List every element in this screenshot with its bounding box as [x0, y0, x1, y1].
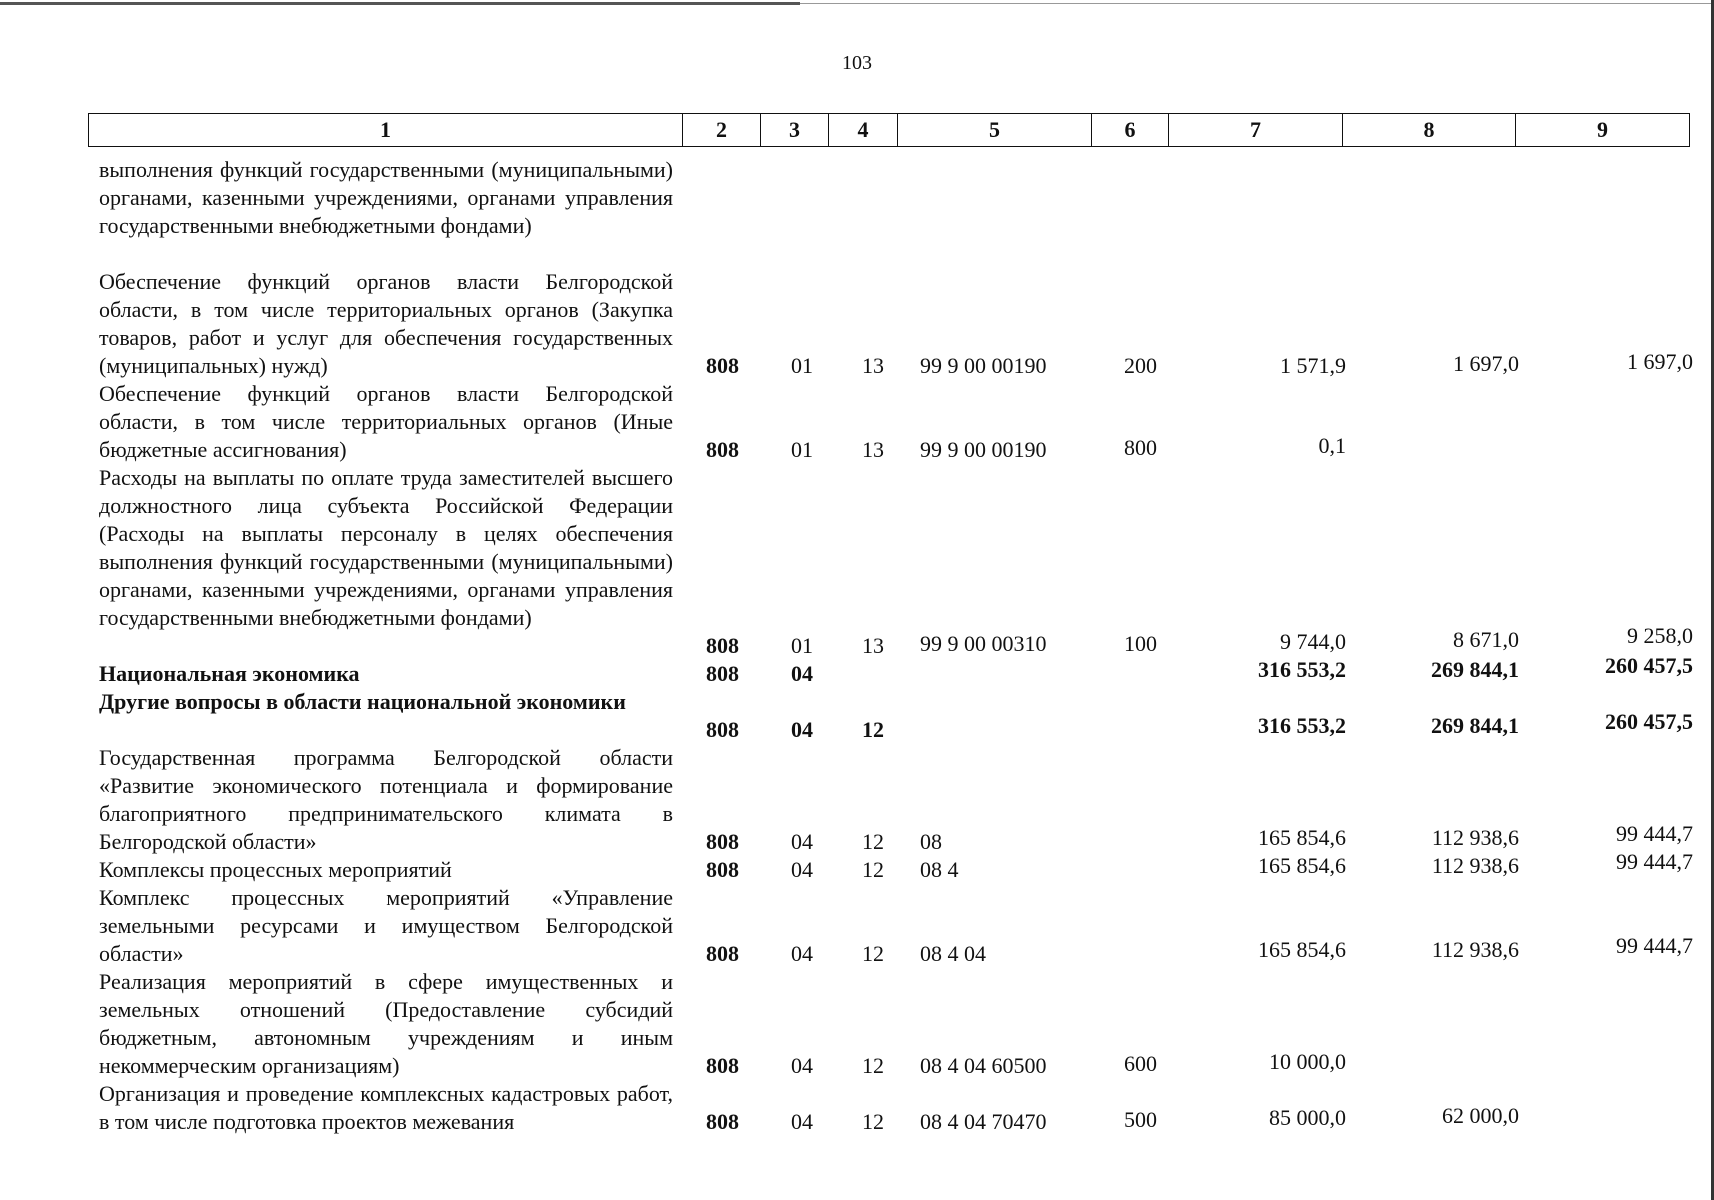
cell-year-1: 85 000,0 [1269, 1105, 1346, 1130]
cell-year-1: 0,1 [1318, 433, 1346, 458]
cell-expense-type: 200 [1124, 353, 1157, 378]
row-description: Реализация мероприятий в сфере имущественных и земельных отношений (Предоставление субсидий бюджетным, автономным учреждениям и иным некоммерческим организациям) [99, 969, 673, 1078]
cell-ministry: 808 [706, 717, 739, 742]
cell-subsection: 12 [862, 1109, 884, 1134]
cell-section: 04 [791, 661, 813, 686]
cell-year-3: 260 457,5 [1605, 653, 1693, 678]
cell-subsection: 13 [862, 437, 884, 462]
cell-year-2: 112 938,6 [1431, 853, 1519, 878]
cell-ministry: 808 [706, 437, 739, 462]
cell-ministry: 808 [706, 1053, 739, 1078]
header-col-6: 6 [1091, 113, 1169, 147]
cell-year-2: 269 844,1 [1431, 713, 1519, 738]
cell-target-item: 08 4 04 [920, 941, 986, 966]
scan-top-border [0, 2, 800, 5]
header-col-3: 3 [760, 113, 829, 147]
cell-year-3: 99 444,7 [1616, 821, 1693, 846]
row-description: Государственная программа Белгородской области «Развитие экономического потенциала и формирование благоприятного предпринимательского климата в Белгородской области» [99, 745, 673, 854]
header-col-7: 7 [1168, 113, 1343, 147]
cell-subsection: 12 [862, 1053, 884, 1078]
cell-section: 04 [791, 1109, 813, 1134]
cell-target-item: 99 9 00 00190 [920, 437, 1047, 462]
cell-year-2: 269 844,1 [1431, 657, 1519, 682]
cell-year-1: 165 854,6 [1258, 825, 1346, 850]
cell-subsection: 12 [862, 941, 884, 966]
table-header [88, 113, 1702, 149]
cell-year-3: 260 457,5 [1605, 709, 1693, 734]
cell-target-item: 08 4 04 60500 [920, 1053, 1047, 1078]
cell-ministry: 808 [706, 857, 739, 882]
cell-section: 04 [791, 717, 813, 742]
cell-section: 04 [791, 829, 813, 854]
cell-ministry: 808 [706, 829, 739, 854]
cell-expense-type: 600 [1124, 1051, 1157, 1076]
row-description: Обеспечение функций органов власти Белгородской области, в том числе территориальных органов (Иные бюджетные ассигнования) [99, 381, 673, 462]
cell-subsection: 12 [862, 829, 884, 854]
cell-expense-type: 500 [1124, 1107, 1157, 1132]
scan-top-border-thin [800, 3, 1714, 4]
row-description: Другие вопросы в области национальной экономики [99, 689, 626, 714]
cell-subsection: 12 [862, 857, 884, 882]
cell-year-2: 1 697,0 [1453, 351, 1519, 376]
cell-year-3: 9 258,0 [1627, 623, 1693, 648]
row-description: Расходы на выплаты по оплате труда заместителей высшего должностного лица субъекта Российской Федерации (Расходы на выплаты персоналу в целях обеспечения выполнения функций государственными (муниципальными) органами, казенными учреждениями, органами управления государственными внебюджетными фондами) [99, 465, 673, 630]
header-col-5: 5 [897, 113, 1092, 147]
header-col-2: 2 [682, 113, 761, 147]
row-description: Организация и проведение комплексных кадастровых работ, в том числе подготовка проектов межевания [99, 1081, 673, 1134]
cell-year-1: 316 553,2 [1258, 657, 1346, 682]
cell-target-item: 08 4 [920, 857, 959, 882]
cell-target-item: 08 4 04 70470 [920, 1109, 1047, 1134]
cell-expense-type: 100 [1124, 631, 1157, 656]
cell-year-2: 112 938,6 [1431, 937, 1519, 962]
header-col-9: 9 [1515, 113, 1690, 147]
cell-year-1: 316 553,2 [1258, 713, 1346, 738]
row-description: Комплекс процессных мероприятий «Управление земельными ресурсами и имуществом Белгородской области» [99, 885, 673, 966]
cell-year-3: 99 444,7 [1616, 849, 1693, 874]
cell-ministry: 808 [706, 1109, 739, 1134]
cell-ministry: 808 [706, 633, 739, 658]
cell-year-1: 165 854,6 [1258, 937, 1346, 962]
cell-ministry: 808 [706, 941, 739, 966]
cell-year-2: 62 000,0 [1442, 1103, 1519, 1128]
cell-year-3: 1 697,0 [1627, 349, 1693, 374]
cell-subsection: 12 [862, 717, 884, 742]
cell-target-item: 99 9 00 00190 [920, 353, 1047, 378]
cell-year-2: 8 671,0 [1453, 627, 1519, 652]
cell-section: 01 [791, 633, 813, 658]
cell-subsection: 13 [862, 353, 884, 378]
cell-year-1: 10 000,0 [1269, 1049, 1346, 1074]
cell-section: 01 [791, 437, 813, 462]
cell-ministry: 808 [706, 353, 739, 378]
page-number: 103 [842, 52, 872, 74]
cell-section: 04 [791, 857, 813, 882]
header-col-8: 8 [1342, 113, 1516, 147]
header-col-4: 4 [828, 113, 898, 147]
cell-expense-type: 800 [1124, 435, 1157, 460]
cell-target-item: 99 9 00 00310 [920, 631, 1047, 656]
cell-ministry: 808 [706, 661, 739, 686]
header-col-1: 1 [88, 113, 683, 147]
row-description: Национальная экономика [99, 661, 360, 686]
cell-section: 04 [791, 1053, 813, 1078]
cell-year-1: 1 571,9 [1280, 353, 1346, 378]
row-description: Комплексы процессных мероприятий [99, 857, 452, 882]
cell-year-1: 9 744,0 [1280, 629, 1346, 654]
row-description: Обеспечение функций органов власти Белгородской области, в том числе территориальных органов (Закупка товаров, работ и услуг для обеспечения государственных (муниципальных) нужд) [99, 269, 673, 378]
cell-year-3: 99 444,7 [1616, 933, 1693, 958]
cell-year-2: 112 938,6 [1431, 825, 1519, 850]
row-description: выполнения функций государственными (муниципальными) органами, казенными учреждениями, органами управления государственными внебюджетными фондами) [99, 157, 673, 238]
cell-subsection: 13 [862, 633, 884, 658]
cell-section: 01 [791, 353, 813, 378]
cell-section: 04 [791, 941, 813, 966]
cell-year-1: 165 854,6 [1258, 853, 1346, 878]
cell-target-item: 08 [920, 829, 942, 854]
